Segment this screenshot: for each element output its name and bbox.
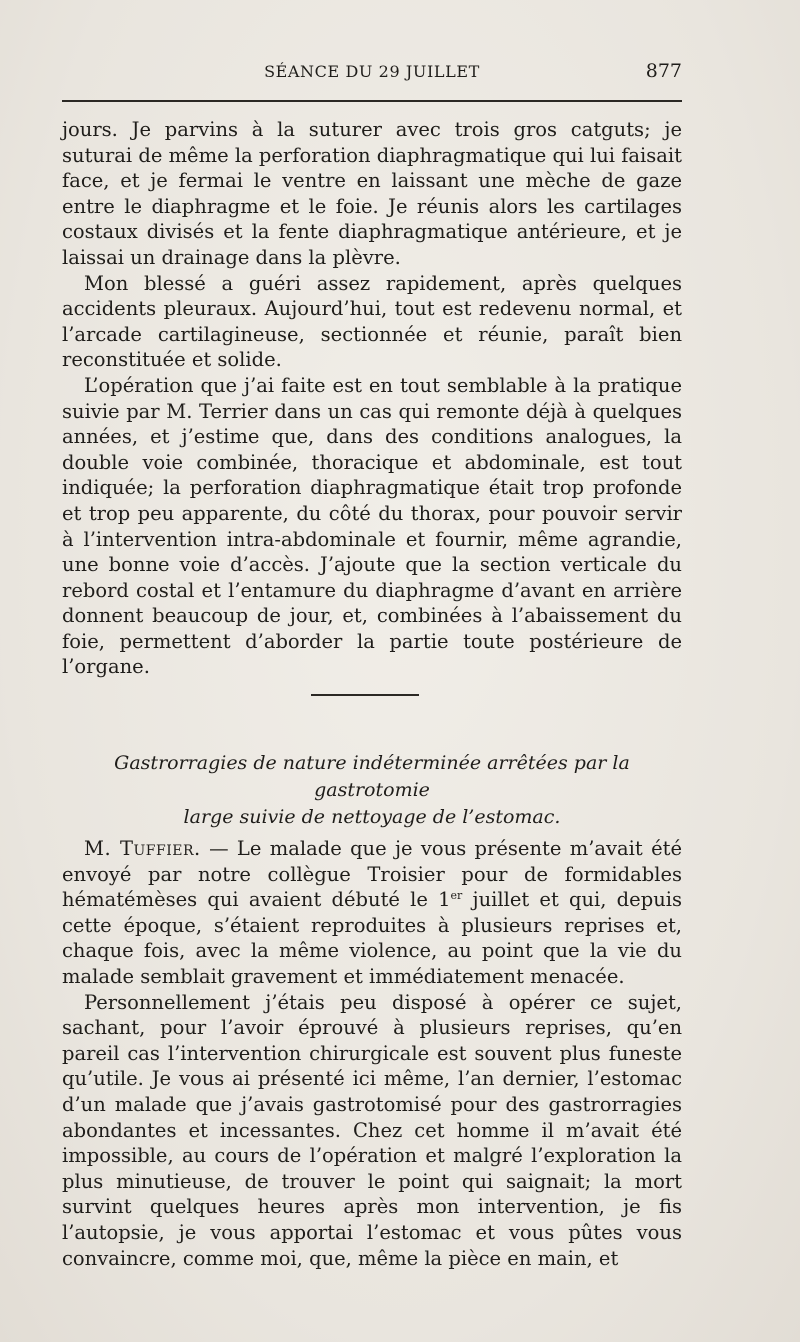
paragraph-text: — Le malade que je vous présente m’avait été envoyé par notre collègue Troisier pour de formidables hématémèses qui avaient débuté le 1 bbox=[62, 837, 682, 912]
section-heading bbox=[62, 750, 682, 831]
page-header bbox=[62, 60, 682, 88]
section-divider bbox=[311, 694, 419, 696]
speaker-name: M. Tuffier. bbox=[84, 837, 201, 860]
page-number: 877 bbox=[645, 60, 682, 82]
paragraph: Personnellement j’étais peu disposé à opérer ce sujet, sachant, pour l’avoir éprouvé à plusieurs reprises, qu’en pareil cas l’intervention chirurgicale est souvent plus funeste qu’utile. Je vous ai présenté ici même, l’an dernier, l’estomac d’un malade que j’avais gastrotomisé pour des gastrorragies abondantes et incessantes. Chez cet homme il m’avait été impossible, au cours de l’opération et malgré l’exploration la plus minutieuse, de trouver le point qui saignait; la mort survint quelques heures après mon intervention, je fis l’autopsie, je vous apportai l’estomac et vous pûtes vous convaincre, comme moi, que, même la pièce en main, et bbox=[62, 990, 682, 1270]
running-title: SÉANCE DU 29 JUILLET bbox=[264, 62, 480, 81]
paragraph: Mon blessé a guéri assez rapidement, après quelques accidents pleuraux. Aujourd’hui, tout est redevenu normal, et l’arcade cartilagineuse, sectionnée et réunie, paraît bien reconstituée et solide. bbox=[62, 271, 682, 372]
paragraph bbox=[62, 836, 682, 990]
section-heading-line: Gastrorragies de nature indéterminée arrêtées par la gastrotomie bbox=[114, 752, 630, 801]
section-text-block bbox=[62, 836, 682, 1271]
paragraph: L’opération que j’ai faite est en tout semblable à la pratique suivie par M. Terrier dans un cas qui remonte déjà à quelques années, et j’estime que, dans des conditions analogues, la double voie combinée, thoracique et abdominale, est tout indiquée; la perforation diaphragmatique était trop profonde et trop peu apparente, du côté du thorax, pour pouvoir servir à l’intervention intra-abdominale et fournir, même agrandie, une bonne voie d’accès. J’ajoute que la section verticale du rebord costal et l’entamure du diaphragme d’avant en arrière donnent beaucoup de jour, et, combinées à l’abaissement du foie, permettent d’aborder la partie toute postérieure de l’organe. bbox=[62, 373, 682, 679]
continued-text-block bbox=[62, 117, 682, 680]
paragraph-text: juillet et qui, depuis cette époque, s’étaient reproduites à plusieurs reprises et, chaque fois, avec la même violence, au point que la vie du malade semblait gravement et immédiatement menacée. bbox=[62, 888, 682, 988]
section-heading-line: large suivie de nettoyage de l’estomac. bbox=[183, 806, 561, 828]
ordinal-superscript: er bbox=[450, 889, 463, 903]
header-rule bbox=[62, 100, 682, 102]
paragraph-continued: jours. Je parvins à la suturer avec trois gros catguts; je suturai de même la perforation diaphragmatique qui lui faisait face, et je fermai le ventre en laissant une mèche de gaze entre le diaphragme et le foie. Je réunis alors les cartilages costaux divisés et la fente diaphragmatique antérieure, et je laissai un drainage dans la plèvre. bbox=[62, 118, 682, 269]
